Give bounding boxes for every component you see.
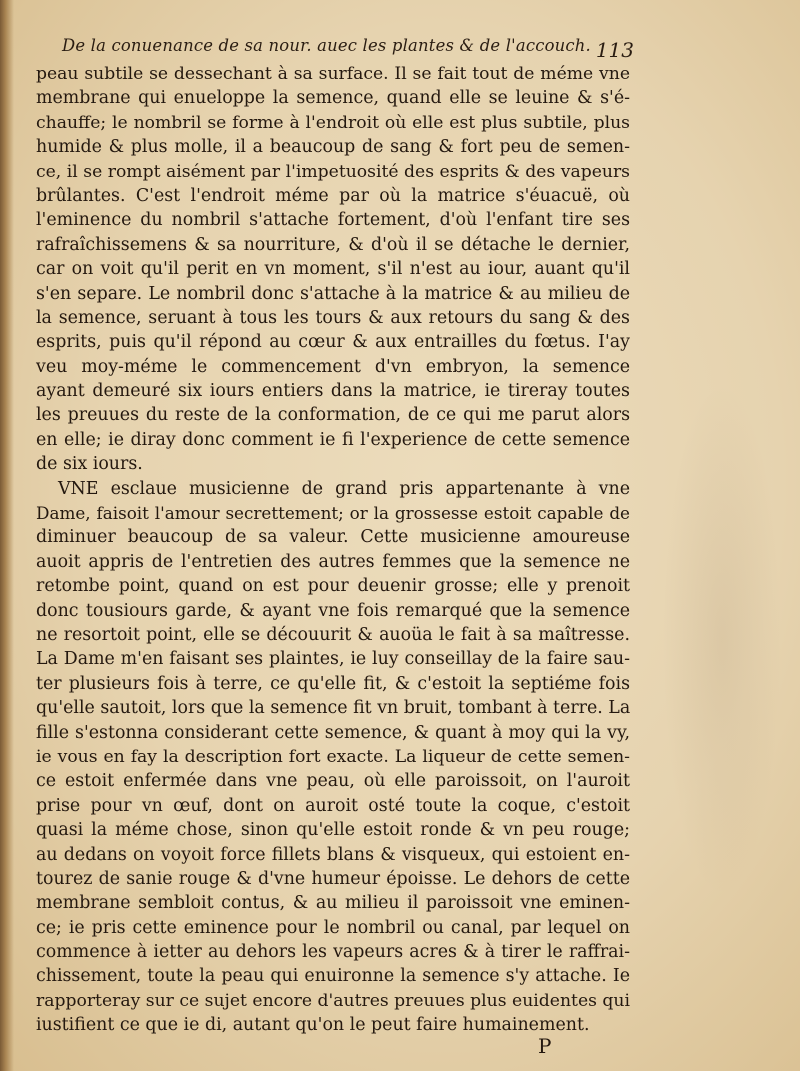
page-number: 113 <box>595 38 634 62</box>
text-line: ce; ie pris cette eminence pour le nombril ou canal, par lequel on <box>36 917 630 938</box>
text-line: prise pour vn œuf, dont on auroit osté toute la coque, c'estoit <box>36 795 630 816</box>
text-line: membrane sembloit contus, & au milieu il paroissoit vne eminen- <box>36 893 630 914</box>
text-line: l'eminence du nombril s'attache fortement, d'où l'enfant tire ses <box>36 210 630 231</box>
text-line: ie vous en fay la description fort exacte. La liqueur de cette semen- <box>36 746 630 767</box>
text-line: chauffe; le nombril se forme à l'endroit où elle est plus subtile, plus <box>36 112 630 133</box>
ink-bleed <box>662 380 782 900</box>
text-line: ce, il se rompt aisément par l'impetuosité des esprits & des vapeurs <box>36 161 630 182</box>
paragraph-start-line: VNE esclaue musicienne de grand pris appartenante à vne <box>58 478 630 499</box>
text-line: tourez de sanie rouge & d'vne humeur époisse. Le dehors de cette <box>36 868 630 889</box>
body-text <box>36 62 630 1038</box>
text-line: qu'elle sautoit, lors que la semence fit vn bruit, tombant à terre. La <box>36 698 631 719</box>
text-line: rapporteray sur ce sujet encore d'autres preuues plus euidentes qui <box>36 990 630 1011</box>
text-line: esprits, puis qu'il répond au cœur & aux entrailles du fœtus. I'ay <box>36 332 630 353</box>
text-line: retombe point, quand on est pour deuenir grosse; elle y prenoit <box>36 576 630 597</box>
text-line: Dame, faisoit l'amour secrettement; or la grossesse estoit capable de <box>36 503 630 524</box>
text-line: veu moy-méme le commencement d'vn embryon, la semence <box>36 356 630 377</box>
text-line: commence à ietter au dehors les vapeurs acres & à tirer le raffrai- <box>36 942 630 963</box>
text-line: quasi la méme chose, sinon qu'elle estoit ronde & vn peu rouge; <box>36 820 630 841</box>
text-line: ayant demeuré six iours entiers dans la matrice, ie tireray toutes <box>36 381 630 402</box>
binding-shadow <box>0 0 14 1071</box>
text-line: en elle; ie diray donc comment ie fi l'experience de cette semence <box>36 429 630 450</box>
text-line: brûlantes. C'est l'endroit méme par où la matrice s'éuacuë, où <box>36 185 630 206</box>
text-line: rafraîchissemens & sa nourriture, & d'où il se détache le dernier, <box>36 234 630 255</box>
text-line: s'en separe. Le nombril donc s'attache à la matrice & au milieu de <box>36 283 630 304</box>
text-line: iustifient ce que ie di, autant qu'on le peut faire humainement. <box>36 1015 590 1036</box>
text-line: auoit appris de l'entretien des autres femmes que la semence ne <box>36 551 630 572</box>
text-line: humide & plus molle, il a beaucoup de sang & fort peu de semen- <box>36 137 630 158</box>
text-line: peau subtile se dessechant à sa surface. Il se fait tout de méme vne <box>36 64 630 84</box>
text-line: ter plusieurs fois à terre, ce qu'elle fit, & c'estoit la septiéme fois <box>36 673 630 694</box>
text-line: donc tousiours garde, & ayant vne fois remarqué que la semence <box>36 600 630 621</box>
running-head: De la conuenance de sa nour. auec les plantes & de l'accouch. <box>62 36 591 55</box>
text-line: au dedans on voyoit force fillets blans & visqueux, qui estoient en- <box>36 844 630 865</box>
signature-mark: P <box>538 1034 552 1058</box>
text-line: chissement, toute la peau qui enuironne la semence s'y attache. Ie <box>36 966 630 987</box>
text-line: les preuues du reste de la conformation, de ce qui me parut alors <box>36 405 630 426</box>
text-line: La Dame m'en faisant ses plaintes, ie luy conseillay de la faire sau- <box>36 649 630 670</box>
text-line: de six iours. <box>36 454 143 475</box>
text-line: diminuer beaucoup de sa valeur. Cette musicienne amoureuse <box>36 527 630 548</box>
text-line: la semence, seruant à tous les tours & aux retours du sang & des <box>36 307 630 328</box>
text-line: ce estoit enfermée dans vne peau, où elle paroissoit, on l'auroit <box>36 771 630 792</box>
text-line: ne resortoit point, elle se découurit & auoüa le fait à sa maîtresse. <box>36 624 630 645</box>
text-line: membrane qui enueloppe la semence, quand elle se leuine & s'é- <box>36 88 630 109</box>
text-line: fille s'estonna considerant cette semence, & quant à moy qui la vy, <box>36 722 630 743</box>
text-line: car on voit qu'il perit en vn moment, s'il n'est au iour, auant qu'il <box>36 259 630 280</box>
